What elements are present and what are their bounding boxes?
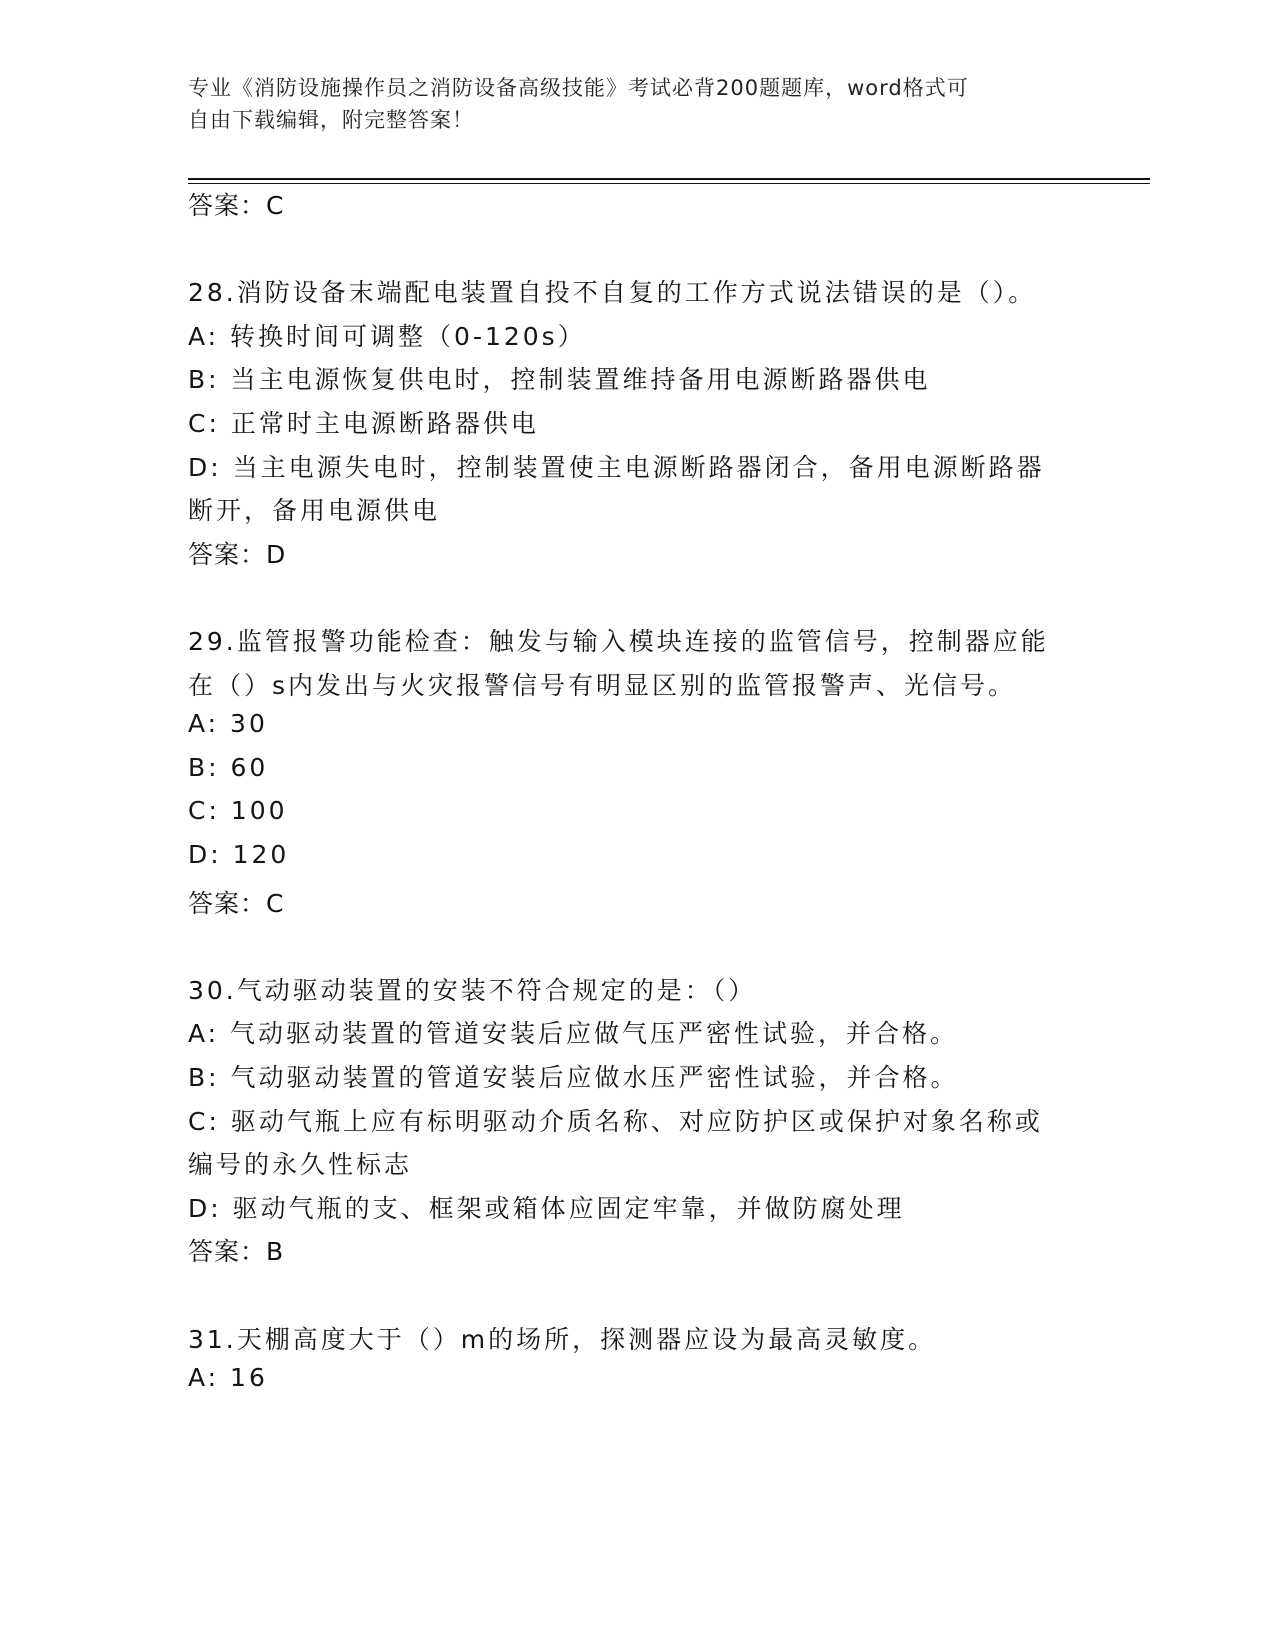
question-stem: 28.消防设备末端配电装置自投不自复的工作方式说法错误的是（）。	[188, 278, 1037, 308]
header-rule	[188, 178, 1150, 180]
answer-option: 编号的永久性标志	[188, 1150, 413, 1180]
document-header	[188, 72, 1068, 136]
answer-option: B: 气动驱动装置的管道安装后应做水压严密性试验，并合格。	[188, 1063, 959, 1092]
answer-option: A: 30	[188, 709, 268, 739]
answer-option: C: 正常时主电源断路器供电	[188, 409, 539, 438]
answer-option: D: 120	[188, 840, 290, 869]
answer-option: B: 60	[188, 752, 269, 782]
answer-option: D: 当主电源失电时，控制装置使主电源断路器闭合，备用电源断路器	[188, 452, 1045, 482]
answer-key: 答案：B	[188, 1237, 285, 1267]
previous-answer: 答案：C	[188, 191, 285, 220]
answer-option: D: 驱动气瓶的支、框架或箱体应固定牢靠，并做防腐处理	[188, 1193, 905, 1223]
answer-option: C: 驱动气瓶上应有标明驱动介质名称、对应防护区或保护对象名称或	[188, 1106, 1043, 1136]
question-stem: 31.天棚高度大于（）m的场所，探测器应设为最高灵敏度。	[188, 1324, 937, 1354]
answer-option: B: 当主电源恢复供电时，控制装置维持备用电源断路器供电	[188, 365, 931, 395]
answer-key: 答案：D	[188, 539, 287, 569]
question-stem: 在（）s内发出与火灾报警信号有明显区别的监管报警声、光信号。	[188, 670, 1017, 700]
header-rule-thin	[188, 183, 1150, 184]
answer-option: 断开，备用电源供电	[188, 496, 441, 526]
answer-option: A: 转换时间可调整（0-120s）	[188, 321, 586, 351]
answer-option: C: 100	[188, 796, 288, 826]
header-line-2: 自由下载编辑，附完整答案！	[188, 108, 474, 132]
answer-option: A: 气动驱动装置的管道安装后应做气压严密性试验，并合格。	[188, 1019, 959, 1049]
answer-option: A: 16	[188, 1363, 268, 1393]
header-line-1: 专业《消防设施操作员之消防设备高级技能》考试必背200题题库，word格式可	[188, 76, 969, 100]
question-stem: 30.气动驱动装置的安装不符合规定的是：（）	[188, 975, 757, 1005]
question-stem: 29.监管报警功能检查：触发与输入模块连接的监管信号，控制器应能	[188, 627, 1049, 656]
answer-key: 答案：C	[188, 888, 285, 918]
